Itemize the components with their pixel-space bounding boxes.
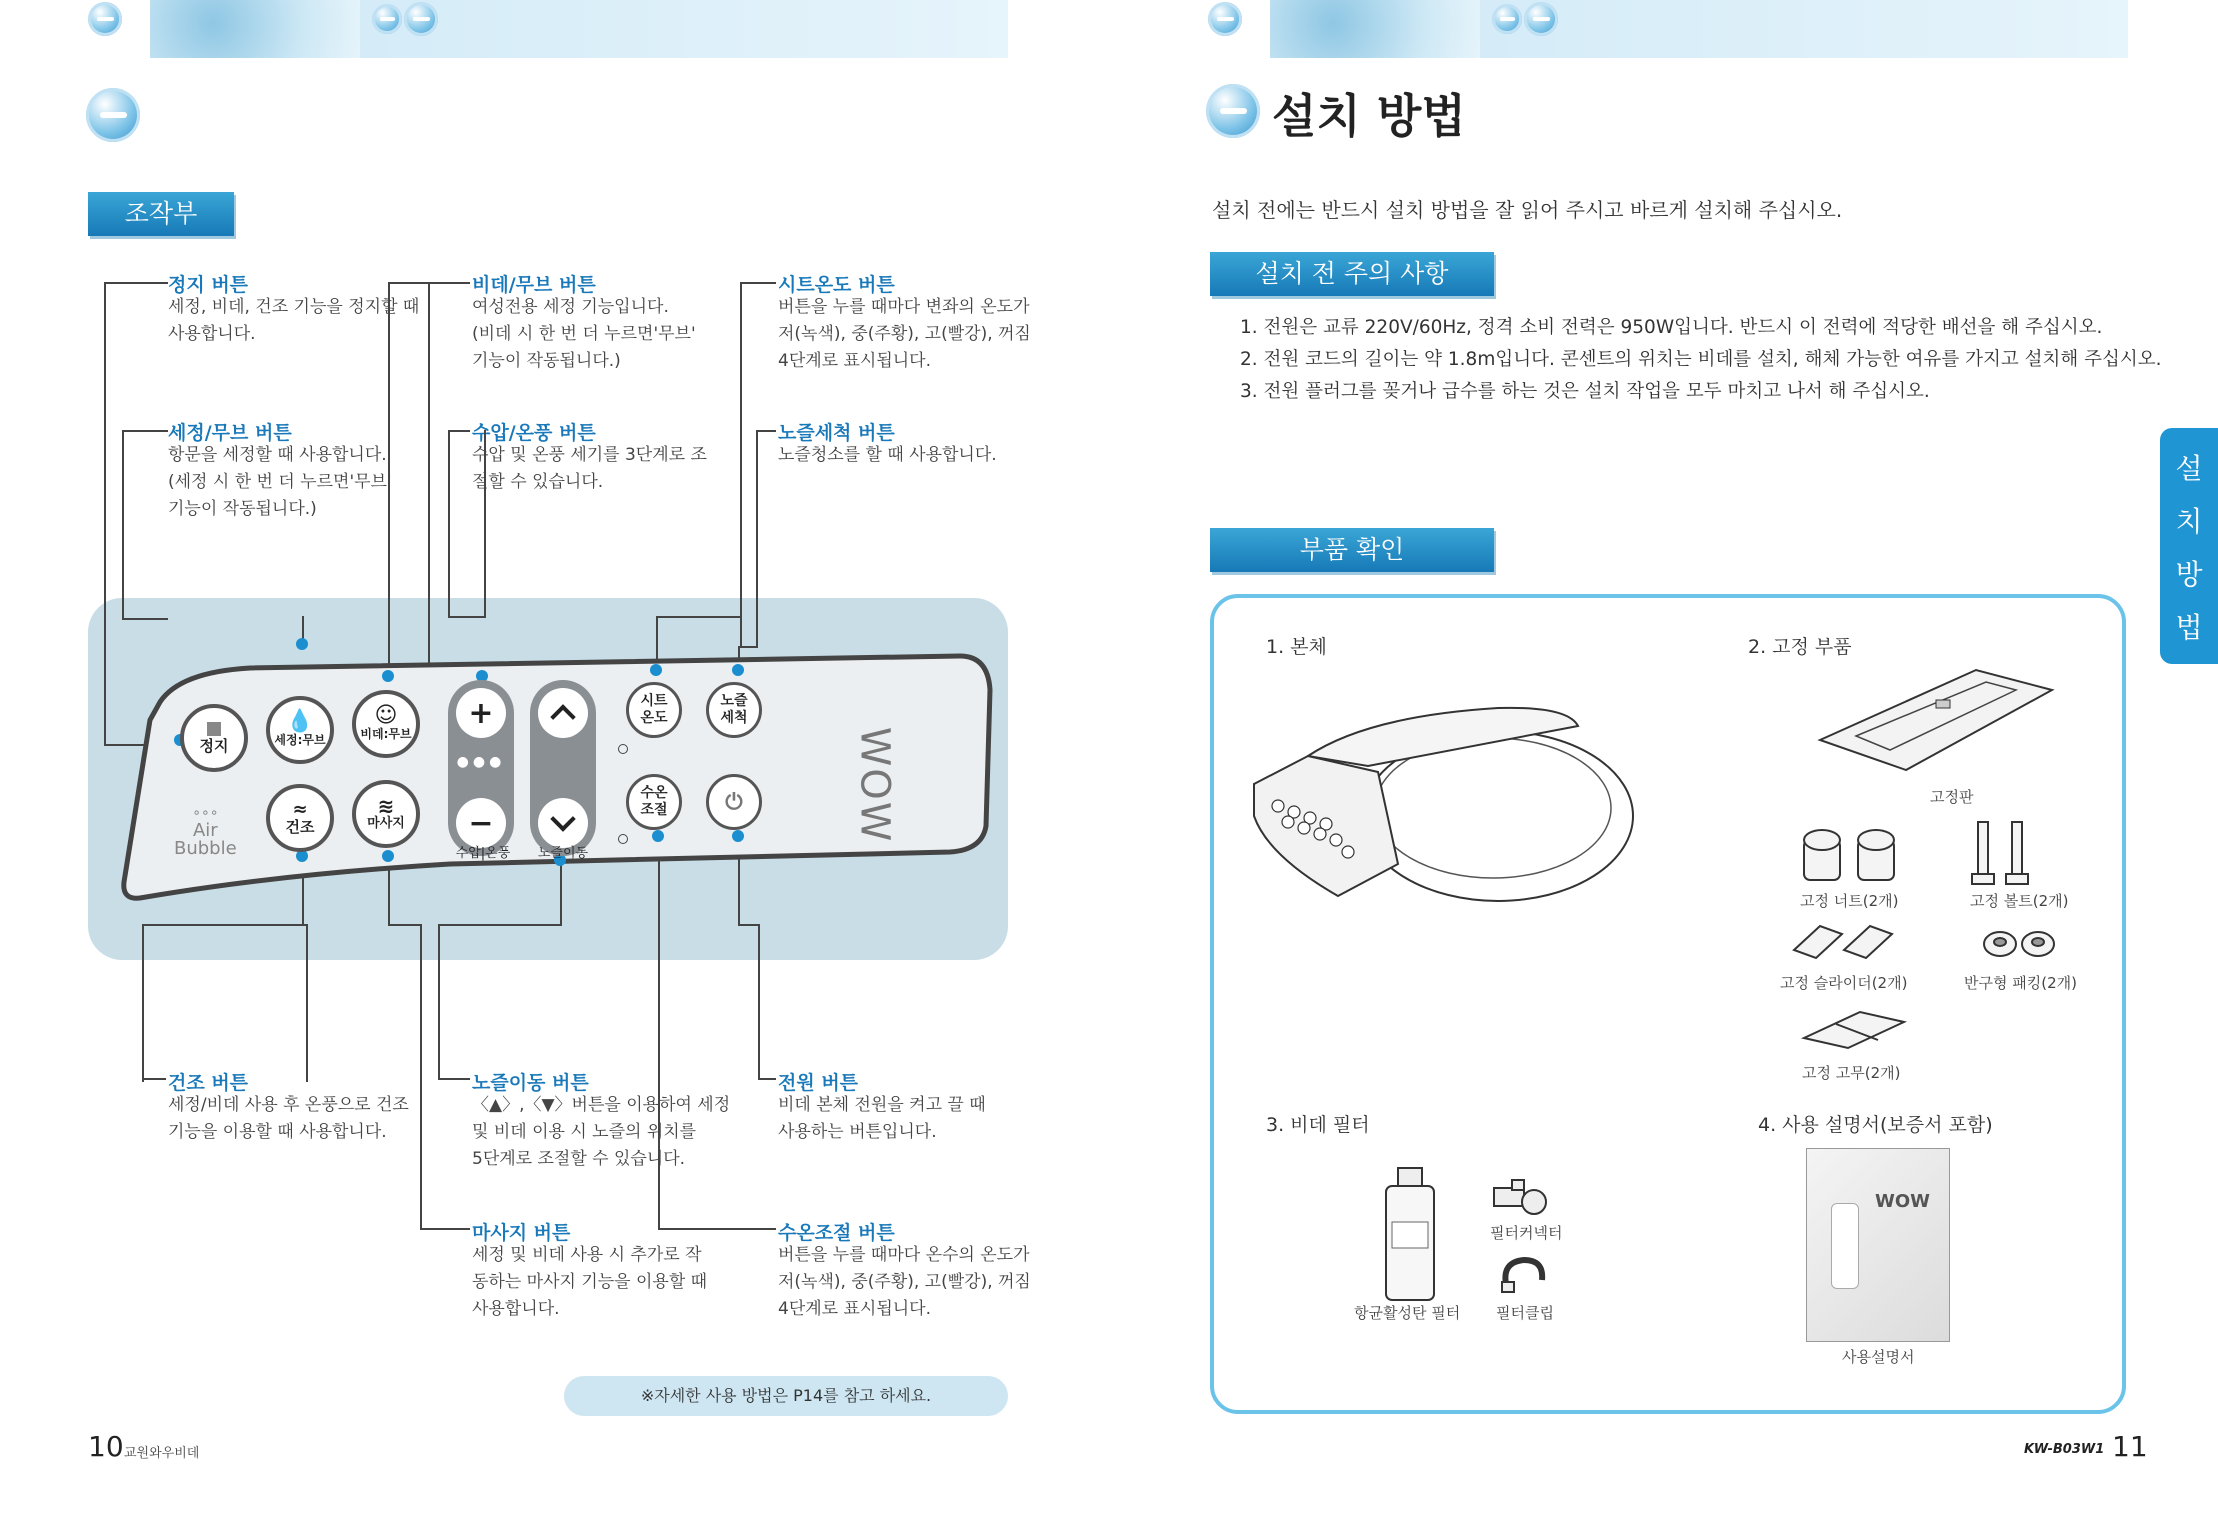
label-pressure-text: 수압 및 온풍 세기를 3단계로 조 절할 수 있습니다. <box>472 445 707 492</box>
dry-button[interactable]: ≈ 건조 <box>266 784 334 852</box>
page-title: 설치 방법 <box>1272 89 1466 143</box>
label-seat-temp-title: 시트온도 버튼 <box>778 274 895 296</box>
precaution-item: 2. 전원 코드의 길이는 약 1.8m입니다. 콘센트의 위치는 비데를 설치, 해체 가능한 여유를 가지고 설치해 주십시오. <box>1240 349 2162 370</box>
label-massage-text: 세정 및 비데 사용 시 추가로 작 동하는 마사지 기능을 이용할 때 사용합니다. <box>472 1245 708 1319</box>
bubble-icon <box>1208 2 1242 36</box>
carbon-filter-image <box>1380 1166 1440 1306</box>
stop-button[interactable]: 정지 <box>180 704 248 772</box>
label-stop-title: 정지 버튼 <box>168 274 249 296</box>
caption-manual: 사용설명서 <box>1842 1348 1915 1366</box>
page-number-left: 10 <box>88 1430 124 1463</box>
indicator-dot <box>382 670 394 682</box>
pressure-minus-button[interactable]: − <box>456 798 506 848</box>
bubble-icon <box>1492 4 1522 34</box>
leader-line <box>428 282 470 286</box>
leader-line <box>142 1078 166 1082</box>
precaution-list <box>1240 312 2162 408</box>
leader-line <box>388 282 428 676</box>
bubble-icon <box>404 2 438 36</box>
precaution-item: 3. 전원 플러그를 꽂거나 급수를 하는 것은 설치 작업을 모두 마치고 나서 해 주십시오. <box>1240 381 1930 402</box>
wash-move-button[interactable]: 💧 세정:무브 <box>266 696 334 764</box>
indicator-dot <box>650 664 662 676</box>
leader-line <box>740 282 744 646</box>
leader-line <box>420 924 424 1230</box>
label-power-text: 비데 본체 전원을 켜고 끌 때 사용하는 버튼입니다. <box>778 1095 986 1142</box>
seat-temp-button[interactable]: 시트 온도 <box>626 682 682 738</box>
leader-line <box>448 430 486 618</box>
leader-line <box>656 616 742 620</box>
pressure-plus-button[interactable]: + <box>456 688 506 738</box>
leader-line <box>738 924 760 928</box>
section-minus-icon <box>1206 84 1260 138</box>
manual-device-illustration <box>1831 1203 1859 1289</box>
part-title-body: 1. 본체 <box>1266 636 1327 658</box>
label-wash-title: 세정/무브 버튼 <box>168 422 292 444</box>
label-wash-text: 항문을 세정할 때 사용합니다. (세정 시 한 번 더 누르면'무브' 기능이 작동됩니다.) <box>168 445 392 519</box>
leader-line <box>658 1228 776 1232</box>
bubble-icon <box>372 4 402 34</box>
indicator-dot <box>732 830 744 842</box>
part-title-manual: 4. 사용 설명서(보증서 포함) <box>1758 1114 1993 1136</box>
leader-line <box>388 924 422 928</box>
caption-plate: 고정판 <box>1930 788 1974 806</box>
bubble-icon <box>1524 2 1558 36</box>
filter-clip-image <box>1498 1254 1548 1296</box>
nozzle-down-button[interactable] <box>538 798 588 848</box>
power-button[interactable] <box>706 774 762 830</box>
indicator-dot <box>382 850 394 862</box>
caption-carbon-filter: 항균활성탄 필터 <box>1354 1304 1461 1322</box>
leader-line <box>142 924 308 1082</box>
brand-logo: WOW <box>851 726 898 844</box>
leader-line <box>438 924 442 1080</box>
chevron-down-icon <box>550 806 575 831</box>
dry-icon: ≈ <box>292 798 308 820</box>
label-massage-title: 마사지 버튼 <box>472 1222 571 1244</box>
label-pressure-title: 수압/온풍 버튼 <box>472 422 596 444</box>
label-water-temp-text: 버튼을 누를 때마다 온수의 온도가 저(녹색), 중(주황), 고(빨강), 꺼짐 4단계로 표시됩니다. <box>778 1245 1031 1319</box>
chevron-up-icon <box>550 704 575 729</box>
fixing-bolt-image <box>1964 818 2044 888</box>
side-tab: 설 치 방 법 <box>2160 428 2218 664</box>
leader-line <box>438 924 562 928</box>
caption-bolt: 고정 볼트(2개) <box>1970 892 2069 910</box>
led-indicator <box>618 834 628 844</box>
label-seat-temp-text: 버튼을 누를 때마다 변좌의 온도가 저(녹색), 중(주황), 고(빨강), 꺼짐 4단계로 표시됩니다. <box>778 297 1031 371</box>
label-nozzle-move-title: 노즐이동 버튼 <box>472 1072 589 1094</box>
leader-line <box>428 282 432 676</box>
caption-clip: 필터클립 <box>1496 1304 1554 1322</box>
water-temp-button[interactable]: 수온 조절 <box>626 774 682 830</box>
bubble-icon: ∘∘∘ <box>192 805 219 821</box>
page-number-right: 11 <box>2112 1430 2148 1463</box>
massage-button[interactable]: ≋ 마사지 <box>352 780 420 848</box>
nozzle-control <box>530 680 596 856</box>
caption-packing: 반구형 패킹(2개) <box>1964 974 2077 992</box>
label-dry-title: 건조 버튼 <box>168 1072 249 1094</box>
model-number: KW-B03W1 <box>2024 1442 2105 1457</box>
stop-square-icon <box>207 722 221 736</box>
packing-image <box>1980 922 2060 962</box>
bubble-icon <box>88 2 122 36</box>
level-dots: ●●● <box>456 754 506 770</box>
label-stop-text: 세정, 비데, 건조 기능을 정지할 때 사용합니다. <box>168 297 420 344</box>
section-label-controls: 조작부 <box>88 192 234 236</box>
part-title-fixing: 2. 고정 부품 <box>1748 636 1852 658</box>
manual-image <box>1806 1148 1950 1342</box>
install-intro: 설치 전에는 반드시 설치 방법을 잘 읽어 주시고 바르게 설치해 주십시오. <box>1212 198 1843 222</box>
power-icon: ⏻ <box>725 789 743 815</box>
label-nozzle-clean-text: 노즐청소를 할 때 사용합니다. <box>778 445 997 465</box>
caption-connector: 필터커넥터 <box>1490 1224 1563 1242</box>
nozzle-caption: 노즐이동 <box>537 846 589 861</box>
indicator-dot <box>732 664 744 676</box>
pressure-control <box>448 680 514 856</box>
indicator-dot <box>296 638 308 650</box>
caption-rubber: 고정 고무(2개) <box>1802 1064 1901 1082</box>
leader-line <box>758 924 762 1080</box>
indicator-dot <box>652 830 664 842</box>
reference-note: ※자세한 사용 방법은 P14를 참고 하세요. <box>564 1376 1008 1416</box>
leader-line <box>758 1078 776 1082</box>
manual-brand: WOW <box>1875 1191 1931 1212</box>
fixing-slider-image <box>1790 920 1900 964</box>
nozzle-clean-button[interactable]: 노즐 세척 <box>706 682 762 738</box>
label-nozzle-move-text: 〈▲〉,〈▼〉버튼을 이용하여 세정 및 비데 이용 시 노즐의 위치를 5단계로 조절할 수 있습니다. <box>472 1095 731 1169</box>
caption-slider: 고정 슬라이더(2개) <box>1780 974 1908 992</box>
label-bidet-text: 여성전용 세정 기능입니다. (비데 시 한 번 더 누르면'무브' 기능이 작동됩니다.) <box>472 297 696 371</box>
caption-nut: 고정 너트(2개) <box>1800 892 1899 910</box>
part-title-filter: 3. 비데 필터 <box>1266 1114 1370 1136</box>
filter-connector-image <box>1490 1176 1550 1220</box>
label-bidet-title: 비데/무브 버튼 <box>472 274 596 296</box>
footer-text: 교원와우비데 <box>124 1446 200 1461</box>
precaution-item: 1. 전원은 교류 220V/60Hz, 정격 소비 전력은 950W입니다. 반드시 이 전력에 적당한 배선을 해 주십시오. <box>1240 317 2103 338</box>
label-power-title: 전원 버튼 <box>778 1072 859 1094</box>
leader-line <box>438 1078 470 1082</box>
leader-line <box>756 430 760 648</box>
leader-line <box>740 282 776 286</box>
section-label-parts: 부품 확인 <box>1210 528 1494 572</box>
label-dry-text: 세정/비데 사용 후 온풍으로 건조 기능을 이용할 때 사용합니다. <box>168 1095 409 1142</box>
fixing-nut-image <box>1800 822 1900 886</box>
bidet-body-image <box>1248 696 1648 926</box>
section-minus-icon <box>86 88 140 142</box>
leader-line <box>420 1228 470 1232</box>
pressure-caption: 수압|온풍 <box>455 846 511 861</box>
nozzle-up-button[interactable] <box>538 688 588 738</box>
fixing-plate-image <box>1816 660 2056 780</box>
bidet-move-button[interactable]: ☺ 비데:무브 <box>352 690 420 758</box>
air-bubble-logo: ∘∘∘ Air Bubble <box>174 805 237 859</box>
wash-icon: 💧 <box>286 708 314 734</box>
top-banner-right <box>1270 0 2128 58</box>
top-banner-left <box>150 0 1008 58</box>
massage-icon: ≋ <box>377 793 395 818</box>
fixing-rubber-image <box>1800 1004 1910 1054</box>
led-indicator <box>618 744 628 754</box>
leader-line <box>122 430 168 620</box>
label-water-temp-title: 수온조절 버튼 <box>778 1222 895 1244</box>
section-label-precautions: 설치 전 주의 사항 <box>1210 252 1494 296</box>
label-nozzle-clean-title: 노즐세척 버튼 <box>778 422 895 444</box>
bidet-icon: ☺ <box>374 702 398 728</box>
